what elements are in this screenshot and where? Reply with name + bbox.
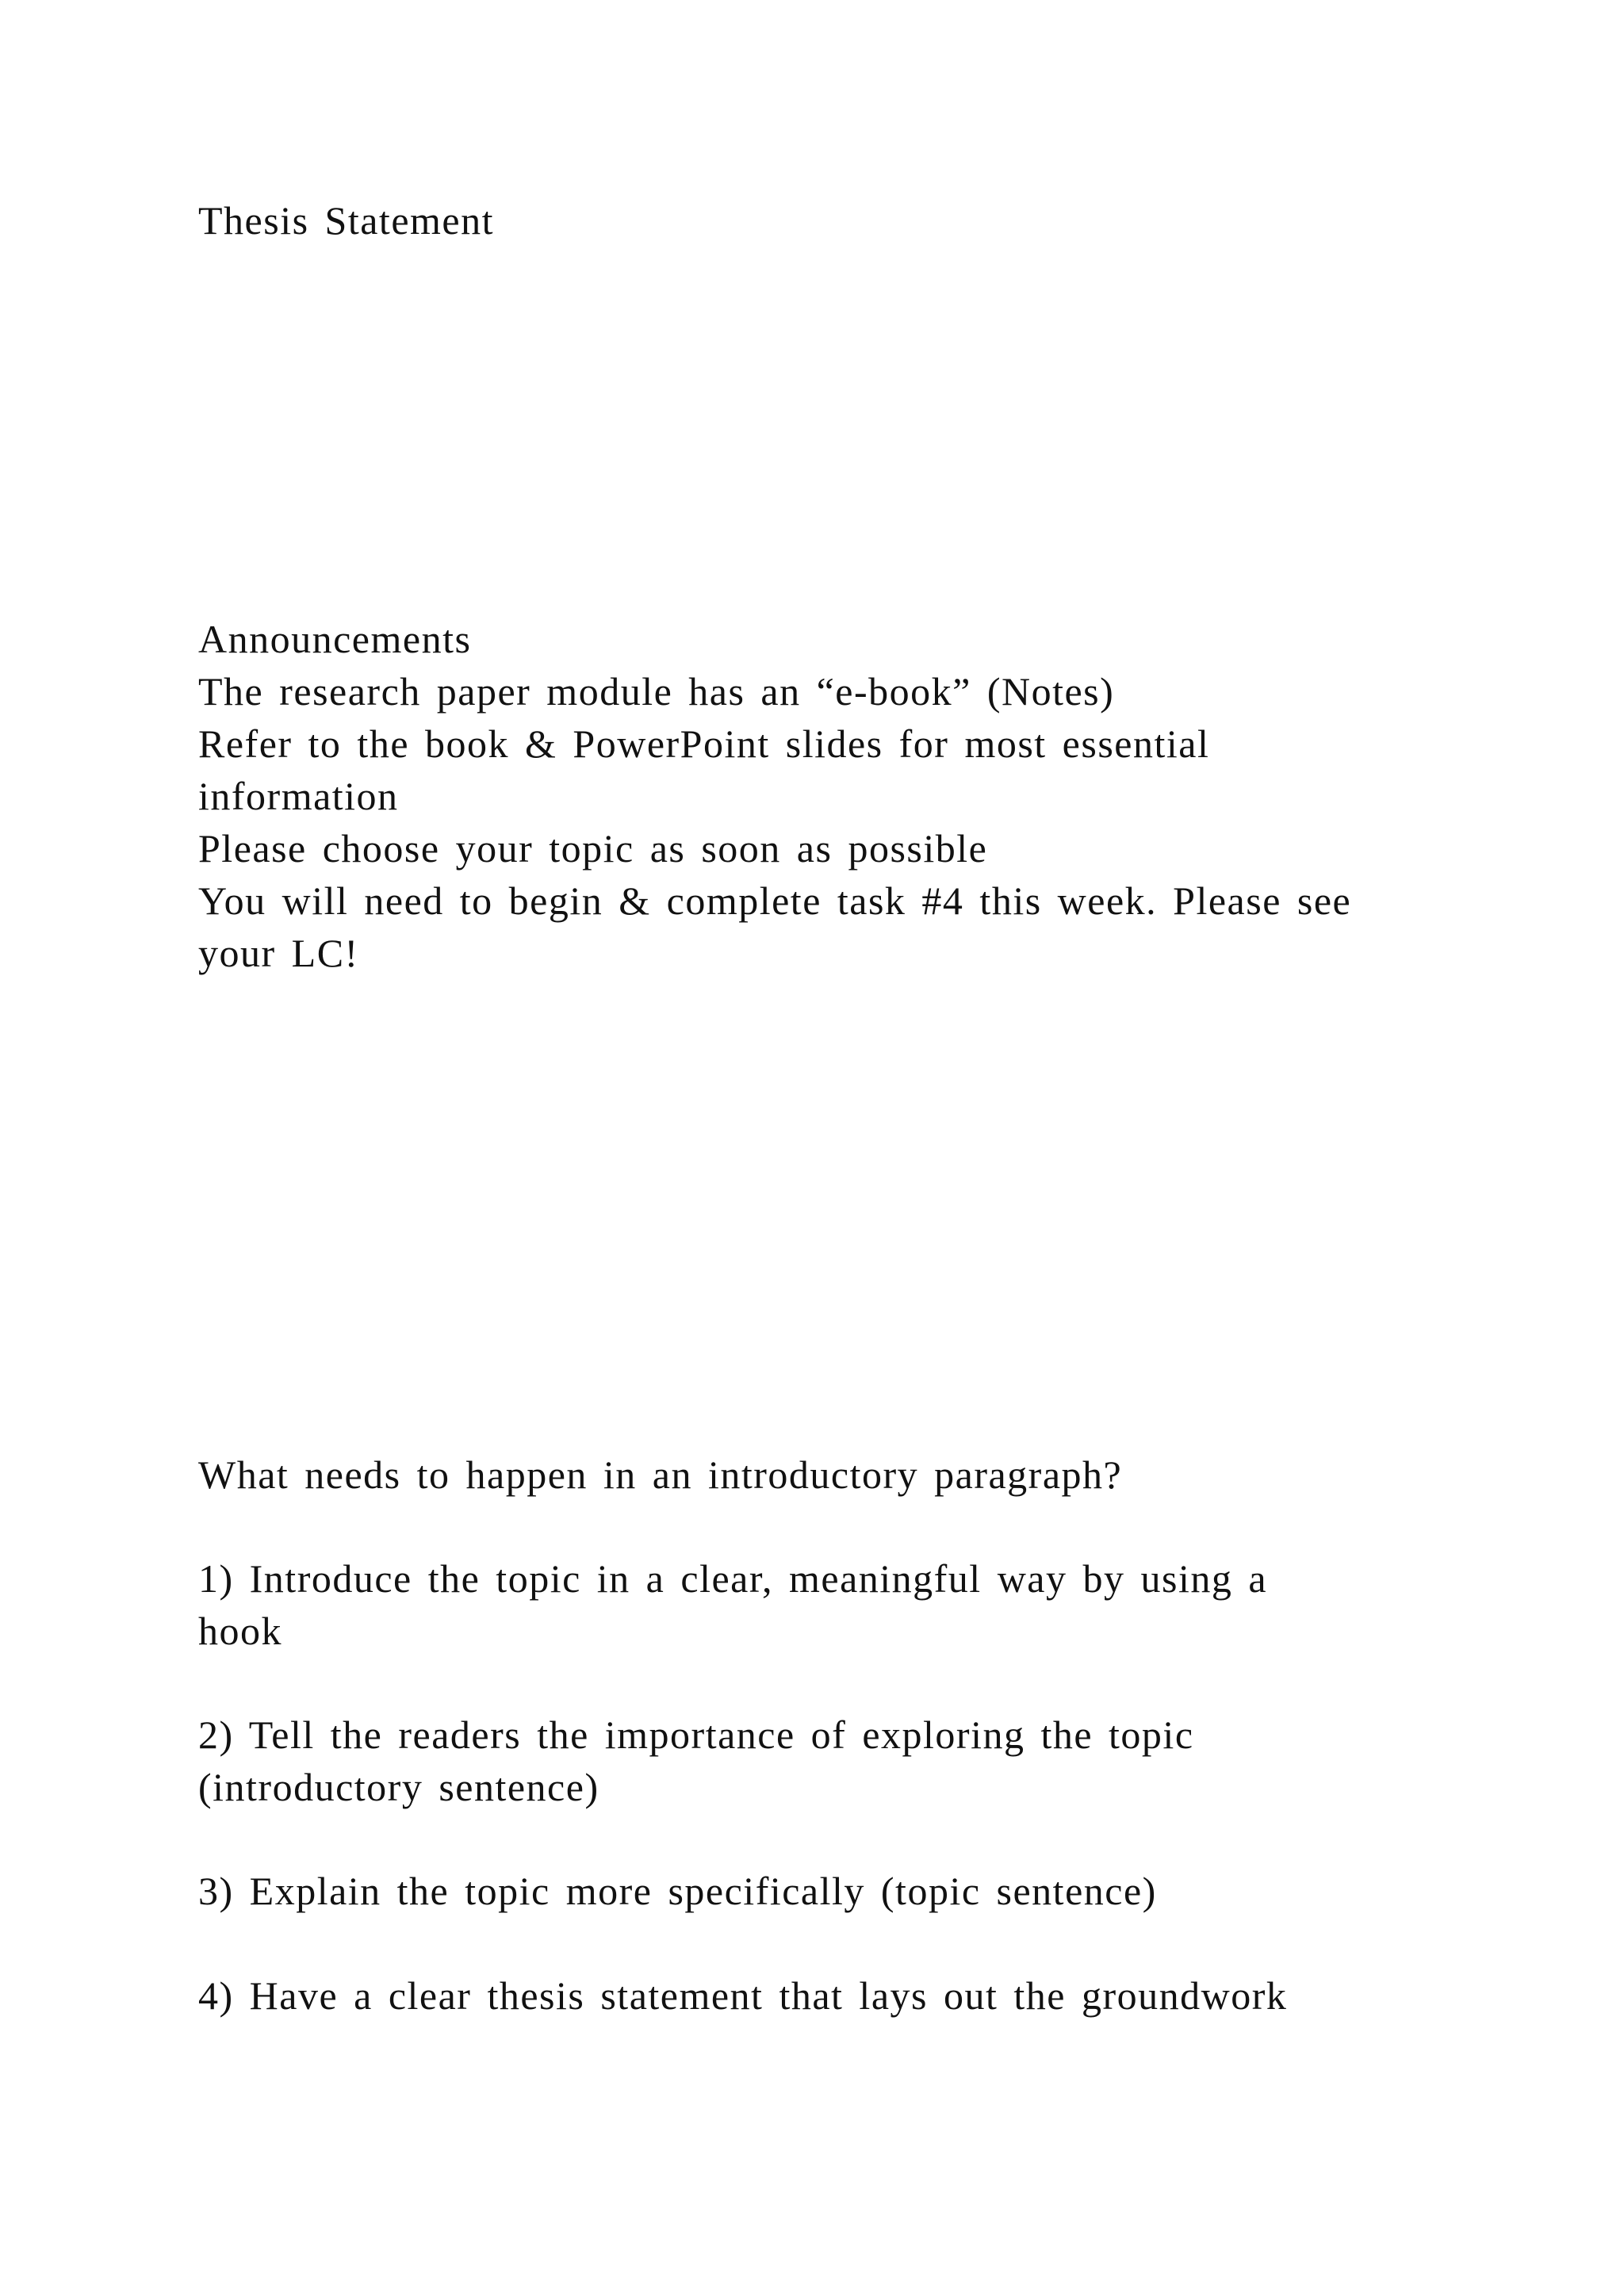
announcements-heading: Announcements bbox=[198, 617, 472, 661]
announcement-line: information bbox=[198, 774, 399, 818]
announcement-line: Please choose your topic as soon as possible bbox=[198, 826, 988, 871]
intro-item-line: 3) Explain the topic more specifically (topic sentence) bbox=[198, 1869, 1157, 1913]
announcement-line: your LC! bbox=[198, 931, 359, 975]
intro-item-line: 1) Introduce the topic in a clear, meaningful way by using a bbox=[198, 1556, 1268, 1601]
intro-item-line: 4) Have a clear thesis statement that lays out the groundwork bbox=[198, 1973, 1288, 2018]
intro-question: What needs to happen in an introductory paragraph? bbox=[198, 1452, 1123, 1497]
announcement-line: The research paper module has an “e-book” (Notes) bbox=[198, 669, 1115, 714]
announcement-line: You will need to begin & complete task #4 this week. Please see bbox=[198, 878, 1352, 923]
announcement-line: Refer to the book & PowerPoint slides for most essential bbox=[198, 721, 1210, 766]
intro-item-line: (introductory sentence) bbox=[198, 1765, 599, 1809]
intro-item-line: 2) Tell the readers the importance of exploring the topic bbox=[198, 1712, 1194, 1757]
intro-item-line: hook bbox=[198, 1609, 282, 1653]
page-title: Thesis Statement bbox=[198, 198, 494, 243]
